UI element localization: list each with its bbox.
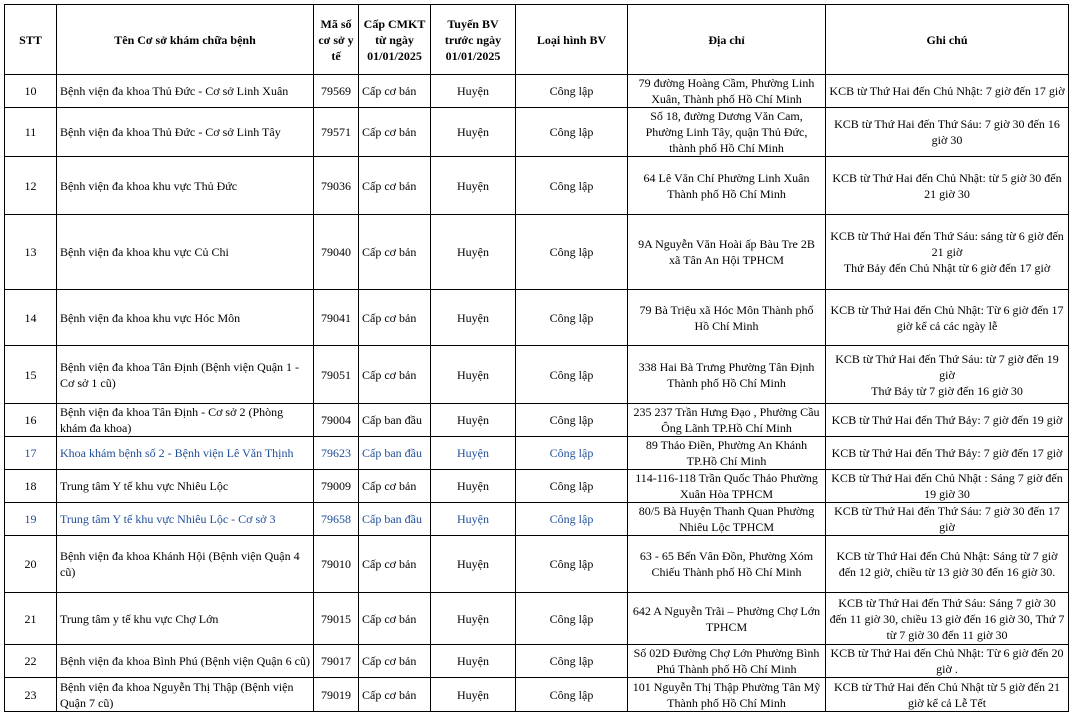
row-level xyxy=(359,75,431,108)
row-level-text: Cấp cơ bản xyxy=(362,654,417,668)
row-code xyxy=(314,470,359,503)
row-tier xyxy=(431,536,516,593)
row-level xyxy=(359,503,431,536)
table-row xyxy=(5,645,1069,678)
table-row xyxy=(5,678,1069,712)
row-name xyxy=(57,157,314,215)
row-name-text: Bệnh viện đa khoa khu vực Hóc Môn xyxy=(60,310,241,325)
table-row xyxy=(5,593,1069,645)
row-code-text: 79041 xyxy=(321,310,351,325)
row-level xyxy=(359,215,431,290)
row-code-text: 79010 xyxy=(321,557,351,571)
row-code xyxy=(314,215,359,290)
row-level xyxy=(359,593,431,645)
row-type-text: Công lập xyxy=(549,512,594,526)
row-note xyxy=(826,215,1069,290)
row-stt-text: 11 xyxy=(24,125,37,139)
row-name xyxy=(57,290,314,346)
table-row xyxy=(5,503,1069,536)
row-tier-text: Huyện xyxy=(457,245,489,259)
row-note-text: KCB từ Thứ Hai đến Chủ Nhật: 7 giờ đến 17 giờ xyxy=(829,84,1065,98)
table-row xyxy=(5,437,1069,470)
row-type xyxy=(516,290,628,346)
facility-table xyxy=(4,4,1069,712)
row-type xyxy=(516,536,628,593)
row-stt xyxy=(5,404,57,437)
row-tier xyxy=(431,645,516,678)
row-address-text: 79 Bà Triệu xã Hóc Môn Thành phố Hồ Chí Minh xyxy=(639,302,814,333)
row-name xyxy=(57,503,314,536)
row-type xyxy=(516,593,628,645)
row-note xyxy=(826,290,1069,346)
row-address xyxy=(628,536,826,593)
row-name-text: Bệnh viện đa khoa Thủ Đức - Cơ sở Linh Xuân xyxy=(60,84,289,98)
row-tier xyxy=(431,108,516,157)
row-type xyxy=(516,157,628,215)
row-address xyxy=(628,346,826,404)
row-level-text: Cấp cơ bản xyxy=(362,367,417,382)
header-code: Mã số cơ sở y tế xyxy=(314,5,359,75)
row-address-text: 80/5 Bà Huyện Thanh Quan Phường Nhiêu Lộc TPHCM xyxy=(638,504,815,534)
row-tier-text: Huyện xyxy=(457,479,489,493)
row-name-text: Trung tâm y tế khu vực Chợ Lớn xyxy=(60,611,219,626)
row-note-text: KCB từ Thứ Hai đến Chủ Nhật: Từ 6 giờ đến 17 giờ kể cả các ngày lễ xyxy=(830,302,1064,333)
row-note xyxy=(826,536,1069,593)
row-level xyxy=(359,404,431,437)
row-level-text: Cấp ban đầu xyxy=(362,446,422,460)
row-note xyxy=(826,404,1069,437)
row-note-text: KCB từ Thứ Hai đến Chủ Nhật : Sáng 7 giờ đến 19 giờ 30 xyxy=(831,471,1063,501)
row-tier-text: Huyện xyxy=(457,654,489,668)
row-stt-text: 12 xyxy=(24,178,37,193)
row-level-text: Cấp cơ bản xyxy=(362,245,417,259)
row-stt-text: 15 xyxy=(24,367,37,382)
row-stt-text: 17 xyxy=(24,446,37,460)
row-name xyxy=(57,645,314,678)
row-address-text: 114-116-118 Trần Quốc Thảo Phường Xuân Hòa TPHCM xyxy=(635,471,818,501)
row-stt-text: 16 xyxy=(24,413,37,427)
row-type xyxy=(516,503,628,536)
row-address xyxy=(628,215,826,290)
row-tier xyxy=(431,346,516,404)
row-type-text: Công lập xyxy=(549,557,594,571)
row-note xyxy=(826,593,1069,645)
row-stt xyxy=(5,678,57,712)
row-name xyxy=(57,404,314,437)
row-name xyxy=(57,108,314,157)
row-code-text: 79569 xyxy=(321,84,351,98)
row-level-text: Cấp cơ bản xyxy=(362,557,417,571)
row-stt xyxy=(5,645,57,678)
row-note xyxy=(826,75,1069,108)
row-name-text: Khoa khám bệnh số 2 - Bệnh viện Lê Văn Thịnh xyxy=(60,446,294,460)
row-code xyxy=(314,157,359,215)
row-level xyxy=(359,108,431,157)
row-code xyxy=(314,503,359,536)
row-type-text: Công lập xyxy=(549,245,594,259)
header-type: Loại hình BV xyxy=(516,5,628,75)
row-level-text: Cấp cơ bản xyxy=(362,84,417,98)
row-type xyxy=(516,437,628,470)
row-code xyxy=(314,404,359,437)
row-name-text: Bệnh viện đa khoa Tân Định - Cơ sở 2 (Phòng khám đa khoa) xyxy=(60,405,284,435)
row-note-text: KCB từ Thứ Hai đến Thứ Sáu: Sáng 7 giờ 30 đến 11 giờ 30, chiều 13 giờ đến 16 giờ 30, Thứ 7 từ 7 giờ 30 đến 11 giờ 30 xyxy=(829,595,1065,642)
row-stt-text: 19 xyxy=(24,512,37,526)
row-tier xyxy=(431,593,516,645)
row-code xyxy=(314,678,359,712)
row-code xyxy=(314,645,359,678)
row-address-text: 64 Lê Văn Chí Phường Linh Xuân Thành phố Hồ Chí Minh xyxy=(643,170,810,201)
row-type-text: Công lập xyxy=(549,687,594,702)
row-stt xyxy=(5,157,57,215)
row-address-text: 89 Thảo Điền, Phường An Khánh TP.Hồ Chí Minh xyxy=(645,438,808,468)
row-name-text: Bệnh viện đa khoa khu vực Củ Chi xyxy=(60,245,229,259)
row-tier-text: Huyện xyxy=(457,611,489,626)
row-tier xyxy=(431,157,516,215)
row-level xyxy=(359,346,431,404)
row-address-text: 63 - 65 Bến Vân Đồn, Phường Xóm Chiếu Thành phố Hồ Chí Minh xyxy=(639,549,814,579)
row-address-text: 9A Nguyễn Văn Hoài ấp Bàu Tre 2B xã Tân An Hội TPHCM xyxy=(638,237,815,267)
row-level xyxy=(359,157,431,215)
row-code-text: 79015 xyxy=(321,611,351,626)
table-row xyxy=(5,536,1069,593)
row-address-text: 79 đường Hoàng Cầm, Phường Linh Xuân, Thành phố Hồ Chí Minh xyxy=(638,76,815,106)
row-name-text: Bệnh viện đa khoa Nguyễn Thị Thập (Bệnh viện Quận 7 cũ) xyxy=(60,679,294,710)
row-name-text: Trung tâm Y tế khu vực Nhiêu Lộc xyxy=(60,479,229,493)
row-type xyxy=(516,470,628,503)
row-note xyxy=(826,108,1069,157)
row-name xyxy=(57,470,314,503)
row-stt xyxy=(5,470,57,503)
row-stt xyxy=(5,536,57,593)
row-tier xyxy=(431,290,516,346)
row-note-text-2: Thứ Bảy từ 7 giờ đến 16 giờ 30 xyxy=(871,383,1023,398)
row-code xyxy=(314,290,359,346)
row-type xyxy=(516,404,628,437)
row-tier-text: Huyện xyxy=(457,125,489,139)
row-type-text: Công lập xyxy=(549,125,594,139)
row-tier xyxy=(431,437,516,470)
row-name xyxy=(57,215,314,290)
row-code-text: 79040 xyxy=(321,245,351,259)
row-name xyxy=(57,536,314,593)
row-stt-text: 22 xyxy=(24,654,37,668)
row-stt xyxy=(5,290,57,346)
row-tier xyxy=(431,404,516,437)
row-tier-text: Huyện xyxy=(457,413,489,427)
row-code xyxy=(314,437,359,470)
header-tier: Tuyến BV trước ngày 01/01/2025 xyxy=(431,5,516,75)
row-note xyxy=(826,157,1069,215)
table-row xyxy=(5,346,1069,404)
row-level-text: Cấp cơ bản xyxy=(362,178,417,193)
row-type-text: Công lập xyxy=(549,479,594,493)
row-address xyxy=(628,645,826,678)
row-tier-text: Huyện xyxy=(457,84,489,98)
row-note-text: KCB từ Thứ Hai đến Thứ Sáu: 7 giờ 30 đến 16 giờ 30 xyxy=(834,117,1060,147)
row-level xyxy=(359,536,431,593)
row-name xyxy=(57,437,314,470)
row-tier-text: Huyện xyxy=(457,367,489,382)
table-row xyxy=(5,215,1069,290)
row-level-text: Cấp cơ bản xyxy=(362,310,417,325)
row-note-text: KCB từ Thứ Hai đến Thứ Bảy: 7 giờ đến 19 giờ xyxy=(831,413,1063,427)
row-stt-text: 20 xyxy=(24,557,37,571)
row-address xyxy=(628,404,826,437)
row-note xyxy=(826,470,1069,503)
row-stt xyxy=(5,75,57,108)
row-note-text: KCB từ Thứ Hai đến Thứ Sáu: 7 giờ 30 đến 17 giờ xyxy=(834,504,1060,534)
row-code xyxy=(314,346,359,404)
row-note-text: KCB từ Thứ Hai đến Chủ Nhật: Sáng từ 7 giờ đến 12 giờ, chiều từ 13 giờ 30 đến 16 giờ 30. xyxy=(836,549,1058,579)
row-name xyxy=(57,346,314,404)
row-address xyxy=(628,290,826,346)
row-note xyxy=(826,678,1069,712)
row-address-text: 101 Nguyễn Thị Thập Phường Tân Mỹ Thành phố Hồ Chí Minh xyxy=(632,679,821,710)
row-stt-text: 13 xyxy=(24,245,37,259)
row-tier-text: Huyện xyxy=(457,310,489,325)
row-type xyxy=(516,346,628,404)
row-tier xyxy=(431,75,516,108)
row-type xyxy=(516,108,628,157)
header-name: Tên Cơ sở khám chữa bệnh xyxy=(57,5,314,75)
row-code-text: 79571 xyxy=(321,125,351,139)
row-tier-text: Huyện xyxy=(457,178,489,193)
row-stt xyxy=(5,437,57,470)
row-type-text: Công lập xyxy=(549,654,594,668)
row-note-text: KCB từ Thứ Hai đến Chủ Nhật từ 5 giờ đến 21 giờ kể cả Lễ Tết xyxy=(834,679,1060,710)
row-name-text: Bệnh viện đa khoa Bình Phú (Bệnh viện Quận 6 cũ) xyxy=(60,654,310,668)
row-note-text: KCB từ Thứ Hai đến Thứ Sáu: từ 7 giờ đến 19 giờ xyxy=(835,351,1059,382)
row-stt-text: 18 xyxy=(24,479,37,493)
row-address xyxy=(628,108,826,157)
row-tier-text: Huyện xyxy=(457,687,489,702)
row-level-text: Cấp ban đầu xyxy=(362,512,422,526)
row-code xyxy=(314,108,359,157)
row-level-text: Cấp cơ bản xyxy=(362,125,417,139)
row-name-text: Bệnh viện đa khoa Thủ Đức - Cơ sở Linh Tây xyxy=(60,125,281,139)
row-code-text: 79036 xyxy=(321,178,351,193)
row-type xyxy=(516,678,628,712)
row-level xyxy=(359,470,431,503)
row-type-text: Công lập xyxy=(549,413,594,427)
row-note xyxy=(826,346,1069,404)
row-address xyxy=(628,157,826,215)
row-code xyxy=(314,75,359,108)
row-note xyxy=(826,437,1069,470)
row-name xyxy=(57,678,314,712)
row-note xyxy=(826,503,1069,536)
row-address-text: 338 Hai Bà Trưng Phường Tân Định Thành phố Hồ Chí Minh xyxy=(638,359,815,390)
header-note: Ghi chú xyxy=(826,5,1069,75)
row-address xyxy=(628,503,826,536)
row-note-text: KCB từ Thứ Hai đến Chủ Nhật: Từ 6 giờ đến 20 giờ . xyxy=(830,646,1064,676)
row-code-text: 79017 xyxy=(321,654,351,668)
row-tier xyxy=(431,678,516,712)
row-code-text: 79658 xyxy=(321,512,351,526)
row-type xyxy=(516,75,628,108)
row-type-text: Công lập xyxy=(549,310,594,325)
table-row xyxy=(5,157,1069,215)
row-level xyxy=(359,437,431,470)
row-name-text: Bệnh viện đa khoa khu vực Thủ Đức xyxy=(60,178,238,193)
row-address-text: Số 18, đường Dương Văn Cam, Phường Linh Tây, quận Thủ Đức, thành phố Hồ Chí Minh xyxy=(645,109,808,155)
row-level-text: Cấp cơ bản xyxy=(362,611,417,626)
row-name-text: Trung tâm Y tế khu vực Nhiêu Lộc - Cơ sở 3 xyxy=(60,512,276,526)
row-tier-text: Huyện xyxy=(457,446,489,460)
row-type-text: Công lập xyxy=(549,178,594,193)
row-name-text: Bệnh viện đa khoa Tân Định (Bệnh viện Quận 1 - Cơ sở 1 cũ) xyxy=(60,359,300,390)
row-tier xyxy=(431,503,516,536)
table-row xyxy=(5,290,1069,346)
row-address-text: 235 237 Trần Hưng Đạo , Phường Cầu Ông Lãnh TP.Hồ Chí Minh xyxy=(633,405,820,435)
row-level xyxy=(359,290,431,346)
row-note-text: KCB từ Thứ Hai đến Chủ Nhật: từ 5 giờ 30 đến 21 giờ 30 xyxy=(832,170,1062,201)
row-type-text: Công lập xyxy=(549,84,594,98)
row-address xyxy=(628,75,826,108)
row-tier-text: Huyện xyxy=(457,557,489,571)
table-row xyxy=(5,75,1069,108)
row-note-text-2: Thứ Bảy đến Chủ Nhật từ 6 giờ đến 17 giờ xyxy=(843,261,1051,275)
row-tier xyxy=(431,215,516,290)
row-note xyxy=(826,645,1069,678)
row-address-text: 642 A Nguyễn Trãi – Phường Chợ Lớn TPHCM xyxy=(632,603,821,634)
row-type xyxy=(516,645,628,678)
row-address xyxy=(628,678,826,712)
row-code-text: 79051 xyxy=(321,367,351,382)
row-address xyxy=(628,437,826,470)
row-note-text: KCB từ Thứ Hai đến Thứ Bảy: 7 giờ đến 17 giờ xyxy=(831,446,1063,460)
row-level xyxy=(359,645,431,678)
row-note-text: KCB từ Thứ Hai đến Thứ Sáu: sáng từ 6 giờ đến 21 giờ xyxy=(830,229,1064,259)
row-level-text: Cấp cơ bản xyxy=(362,479,417,493)
row-stt xyxy=(5,215,57,290)
table-header-row xyxy=(5,5,1069,75)
row-stt-text: 14 xyxy=(24,310,37,325)
row-stt-text: 21 xyxy=(24,611,37,626)
row-stt xyxy=(5,503,57,536)
row-level xyxy=(359,678,431,712)
row-stt xyxy=(5,108,57,157)
row-code-text: 79019 xyxy=(321,687,351,702)
row-stt xyxy=(5,346,57,404)
row-address xyxy=(628,470,826,503)
row-tier xyxy=(431,470,516,503)
row-type-text: Công lập xyxy=(549,611,594,626)
row-code-text: 79009 xyxy=(321,479,351,493)
row-address xyxy=(628,593,826,645)
table-row xyxy=(5,404,1069,437)
row-type-text: Công lập xyxy=(549,446,594,460)
header-address: Địa chỉ xyxy=(628,5,826,75)
table-row xyxy=(5,108,1069,157)
row-name xyxy=(57,593,314,645)
row-address-text: Số 02D Đường Chợ Lớn Phường Bình Phú Thành phố Hồ Chí Minh xyxy=(633,646,820,676)
row-stt-text: 10 xyxy=(24,84,37,98)
header-stt: STT xyxy=(5,5,57,75)
row-name-text: Bệnh viện đa khoa Khánh Hội (Bệnh viện Quận 4 cũ) xyxy=(60,549,300,579)
row-tier-text: Huyện xyxy=(457,512,489,526)
table-body xyxy=(5,75,1069,712)
row-level-text: Cấp ban đầu xyxy=(362,413,422,427)
row-code xyxy=(314,536,359,593)
row-code xyxy=(314,593,359,645)
row-code-text: 79004 xyxy=(321,413,351,427)
table-row xyxy=(5,470,1069,503)
row-code-text: 79623 xyxy=(321,446,351,460)
row-stt-text: 23 xyxy=(24,687,37,702)
row-type xyxy=(516,215,628,290)
row-level-text: Cấp cơ bản xyxy=(362,687,417,702)
row-name xyxy=(57,75,314,108)
row-stt xyxy=(5,593,57,645)
row-type-text: Công lập xyxy=(549,367,594,382)
header-level: Cấp CMKT từ ngày 01/01/2025 xyxy=(359,5,431,75)
